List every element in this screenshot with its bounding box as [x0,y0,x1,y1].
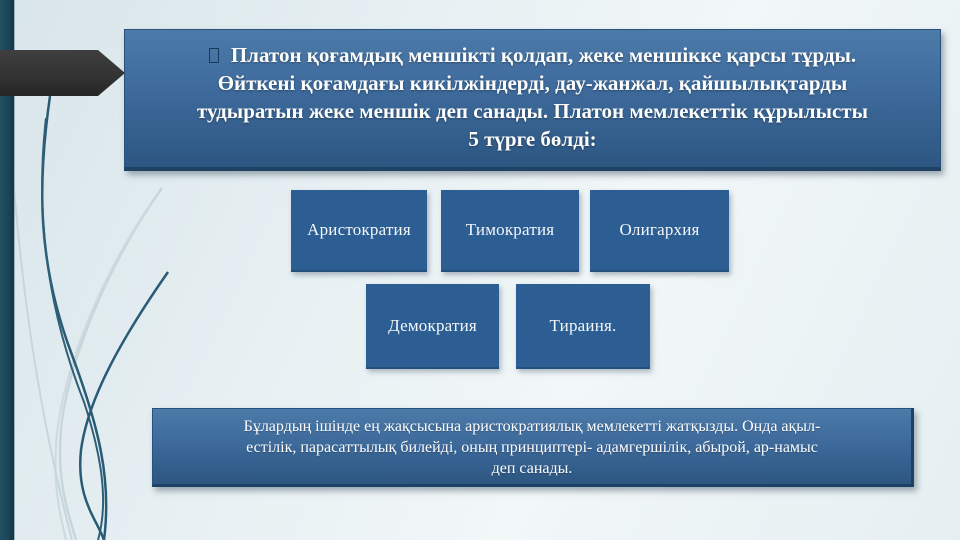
square-bullet-icon [209,48,219,63]
government-type-box-democracy [366,284,499,369]
government-type-label: Аристократия [307,220,411,239]
intro-line-2: Өйткені қоғамдағы кикілжіндерді, дау-жанжал, қайшылықтарды [217,71,848,95]
conclusion-line-2: естілік, парасаттылық билейді, оның принциптері- адамгершілік, абырой, ар-намыс [246,439,818,456]
government-type-box-aristocracy [291,190,427,272]
government-type-box-timocracy [441,190,579,272]
intro-line-1 [145,41,920,69]
government-type-label: Демократия [388,315,477,335]
conclusion-text-panel [152,408,914,487]
government-type-label: Тираиня. [549,315,617,335]
government-type-label: Олигархия [619,220,700,239]
conclusion-line-3: деп санады. [491,460,573,477]
intro-line-3: тудыратын жеке меншік деп санады. Платон мемлекеттік құрылысты [196,99,869,123]
government-type-box-oligarchy [590,190,729,272]
conclusion-line-1: Бұлардың ішінде ең жақсысына аристократиялық мемлекетті жатқызды. Онда ақыл- [243,418,821,435]
intro-line-4: 5 түрге бөлді: [468,127,597,151]
intro-text-panel [124,29,941,171]
intro-line-1-text: Платон қоғамдық меншікті қолдап, жеке меншікке қарсы тұрды. [230,43,857,67]
government-type-label: Тимократия [465,220,555,239]
government-type-box-tyranny [516,284,650,369]
